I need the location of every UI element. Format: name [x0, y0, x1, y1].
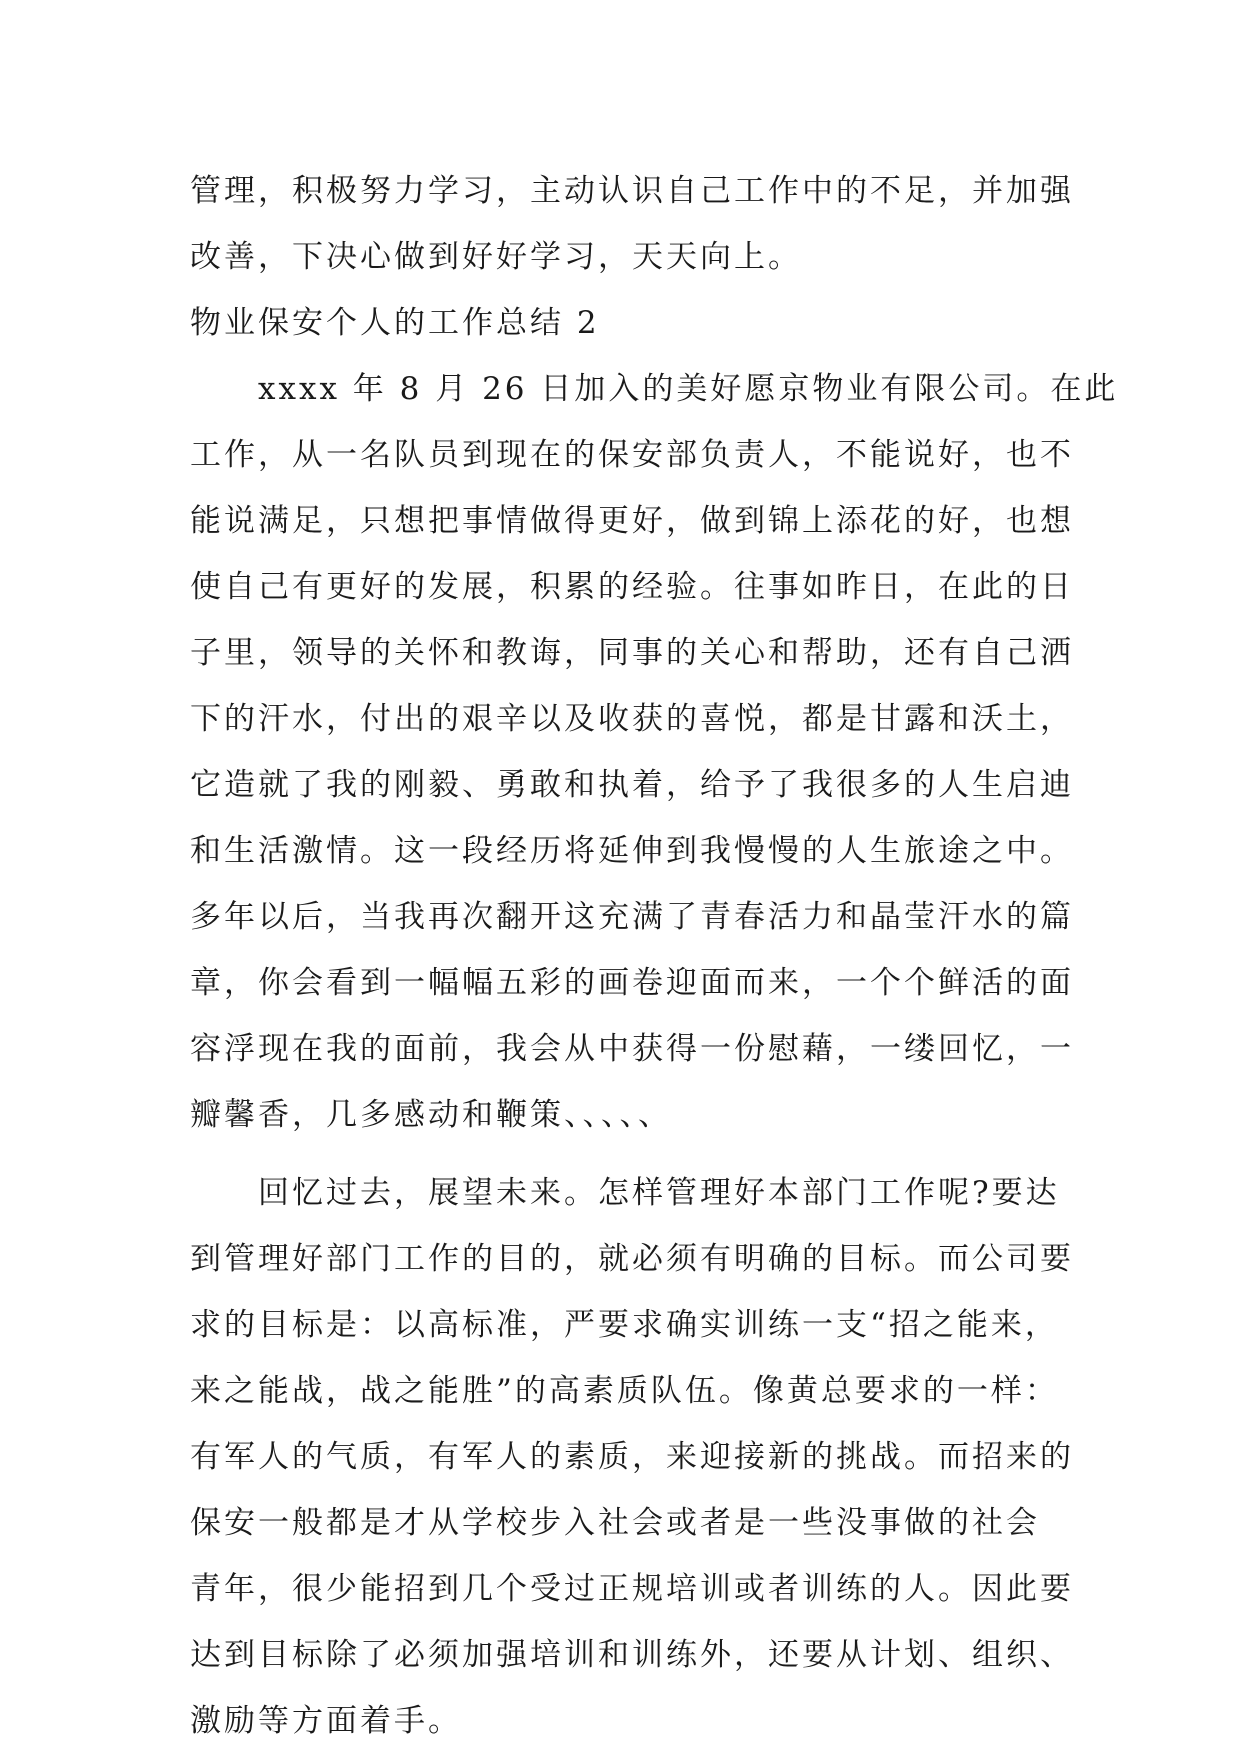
paragraph-line: 章，你会看到一幅幅五彩的画卷迎面而来，一个个鲜活的面	[190, 965, 1074, 1001]
paragraph-line: 能说满足，只想把事情做得更好，做到锦上添花的好，也想	[190, 503, 1074, 539]
paragraph-line: 容浮现在我的面前，我会从中获得一份慰藉，一缕回忆，一	[190, 1031, 1074, 1067]
paragraph-line: 多年以后，当我再次翻开这充满了青春活力和晶莹汗水的篇	[190, 899, 1074, 935]
paragraph-line: 求的目标是：以高标准，严要求确实训练一支“招之能来，	[190, 1307, 1059, 1343]
paragraph-line: 有军人的气质，有军人的素质，来迎接新的挑战。而招来的	[190, 1439, 1074, 1475]
paragraph-line: 使自己有更好的发展，积累的经验。往事如昨日，在此的日	[190, 569, 1074, 605]
paragraph-line: 工作，从一名队员到现在的保安部负责人，不能说好，也不	[190, 437, 1074, 473]
paragraph-2	[190, 1160, 1074, 1754]
paragraph-line: 和生活激情。这一段经历将延伸到我慢慢的人生旅途之中。	[190, 833, 1074, 869]
paragraph-line: 瓣馨香，几多感动和鞭策、、、、、	[190, 1097, 672, 1133]
paragraph-line: 到管理好部门工作的目的，就必须有明确的目标。而公司要	[190, 1241, 1074, 1277]
paragraph-line: 回忆过去，展望未来。怎样管理好本部门工作呢?要达	[258, 1175, 1060, 1211]
paragraph-1	[190, 356, 1119, 1148]
paragraph-line: 保安一般都是才从学校步入社会或者是一些没事做的社会	[190, 1505, 1040, 1541]
paragraph-line: 来之能战，战之能胜”的高素质队伍。像黄总要求的一样：	[190, 1373, 1059, 1409]
paragraph-line: xxxx 年 8 月 26 日加入的美好愿京物业有限公司。在此	[258, 371, 1119, 407]
section-heading: 物业保安个人的工作总结 2	[190, 305, 600, 341]
paragraph-line: 它造就了我的刚毅、勇敢和执着，给予了我很多的人生启迪	[190, 767, 1074, 803]
paragraph-gap	[190, 1148, 1070, 1160]
paragraph-line: 子里，领导的关怀和教诲，同事的关心和帮助，还有自己洒	[190, 635, 1074, 671]
paragraph-line: 激励等方面着手。	[190, 1703, 462, 1739]
document-body	[190, 158, 1119, 1754]
intro-line: 管理，积极努力学习，主动认识自己工作中的不足，并加强	[190, 173, 1074, 209]
paragraph-line: 青年，很少能招到几个受过正规培训或者训练的人。因此要	[190, 1571, 1074, 1607]
intro-line: 改善，下决心做到好好学习，天天向上。	[190, 239, 802, 275]
paragraph-line: 下的汗水，付出的艰辛以及收获的喜悦，都是甘露和沃土，	[190, 701, 1074, 737]
paragraph-line: 达到目标除了必须加强培训和训练外，还要从计划、组织、	[190, 1637, 1074, 1673]
